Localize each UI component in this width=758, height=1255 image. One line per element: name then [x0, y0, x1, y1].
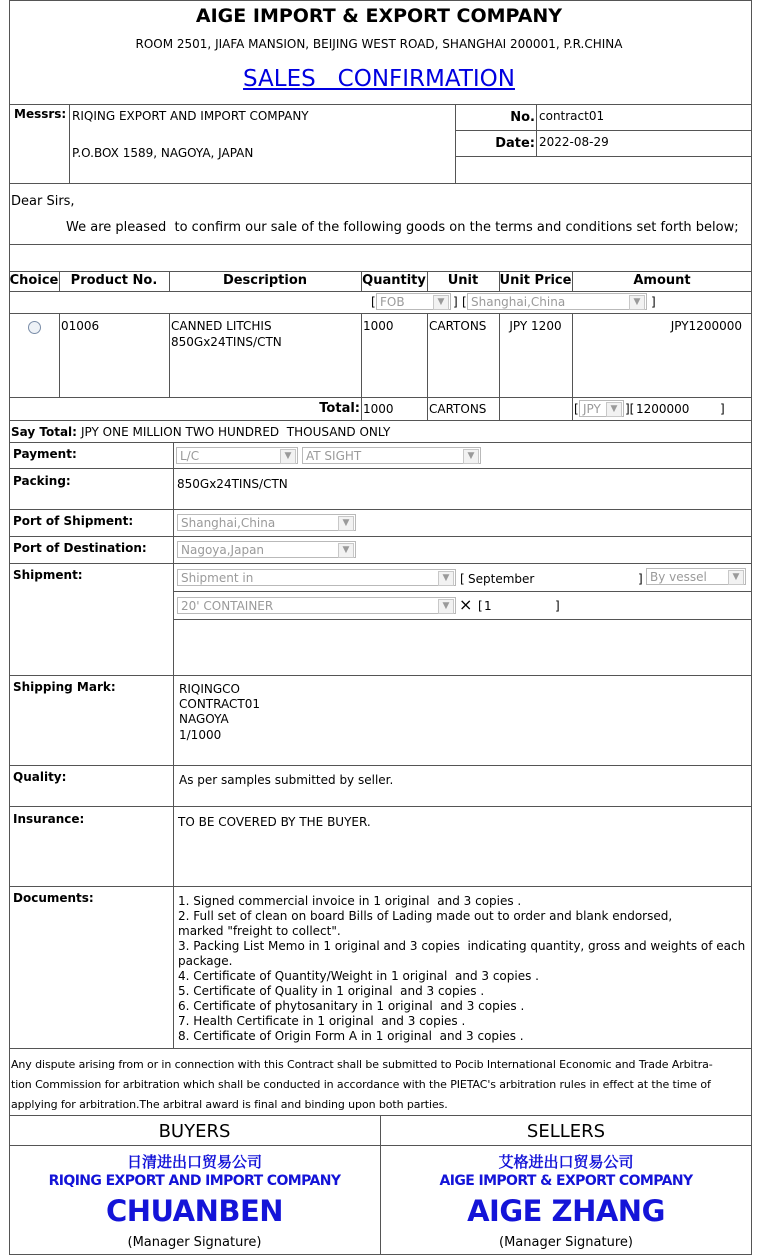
shipping-mark-line: 1/1000 — [179, 728, 222, 742]
payment-term-value: AT SIGHT — [306, 449, 362, 463]
bracket-open: [ — [462, 295, 467, 309]
quantity: 1000 — [363, 319, 394, 333]
shipping-mark-line: NAGOYA — [179, 712, 229, 726]
port-of-destination-label: Port of Destination: — [13, 541, 147, 555]
container-count: 1 — [484, 599, 492, 613]
bracket-close: ] — [453, 295, 458, 309]
arbitration-line: tion Commission for arbitration which shall be conducted in accordance with the PIETAC's arbitration rules in effect at the time of — [11, 1078, 711, 1091]
quality-label: Quality: — [13, 770, 67, 784]
bracket-close: ] — [651, 295, 656, 309]
total-quantity: 1000 — [363, 402, 394, 416]
documents-label: Documents: — [13, 891, 94, 905]
buyer-stamp-en: RIQING EXPORT AND IMPORT COMPANY — [48, 1173, 341, 1189]
shipment-mode-select[interactable] — [646, 568, 746, 585]
buyer-signature: CHUANBEN — [105, 1194, 284, 1228]
documents-line: package. — [178, 954, 233, 968]
bracket-split: ][ — [625, 402, 635, 416]
col-amount: Amount — [633, 273, 691, 288]
col-product-no: Product No. — [70, 273, 158, 288]
arbitration-line: Any dispute arising from or in connection with this Contract shall be submitted to Pocib International Economic and Trade Arbitra- — [11, 1058, 713, 1071]
payment-label: Payment: — [13, 447, 77, 461]
total-currency-value: JPY — [583, 402, 601, 416]
chevron-down-icon: ▼ — [338, 543, 354, 558]
shipment-timing-select[interactable] — [177, 569, 456, 586]
packing-value: 850Gx24TINS/CTN — [177, 477, 288, 491]
documents-line: 3. Packing List Memo in 1 original and 3 copies indicating quantity, gross and weights of each — [178, 939, 746, 953]
chevron-down-icon: ▼ — [433, 295, 449, 310]
col-description: Description — [222, 273, 308, 288]
col-unit-price: Unit Price — [499, 273, 572, 288]
col-choice: Choice — [9, 273, 59, 288]
insurance-value: TO BE COVERED BY THE BUYER. — [178, 815, 371, 829]
contract-no-value: contract01 — [539, 109, 605, 123]
say-total-label: Say Total: — [11, 425, 77, 439]
documents-line: marked "freight to collect". — [178, 924, 341, 938]
trade-term-value: FOB — [380, 295, 405, 309]
bracket-open: [ — [574, 402, 579, 416]
payment-method-select[interactable] — [176, 447, 298, 464]
total-currency-select[interactable] — [579, 400, 624, 417]
shipment-label: Shipment: — [13, 568, 83, 582]
trade-port-value: Shanghai,China — [471, 295, 566, 309]
port-of-destination-value: Nagoya,Japan — [181, 543, 265, 557]
chevron-down-icon: ▼ — [338, 516, 354, 531]
shipment-mode-value: By vessel — [650, 570, 707, 584]
description-line-2: 850Gx24TINS/CTN — [171, 335, 282, 349]
row-select-radio[interactable] — [28, 321, 41, 334]
buyer-company-name: RIQING EXPORT AND IMPORT COMPANY — [72, 109, 309, 123]
port-of-destination-select[interactable] — [177, 541, 356, 558]
packing-label: Packing: — [13, 474, 71, 488]
unit: CARTONS — [429, 319, 487, 333]
chevron-down-icon: ▼ — [463, 449, 479, 464]
contract-date-value: 2022-08-29 — [539, 135, 609, 149]
insurance-label: Insurance: — [13, 812, 85, 826]
greeting-body: We are pleased to confirm our sale of the following goods on the terms and conditions set forth below; — [66, 220, 739, 235]
chevron-down-icon: ▼ — [629, 295, 645, 310]
documents-line: 5. Certificate of Quality in 1 original and 3 copies . — [178, 984, 485, 998]
shipping-mark-line: CONTRACT01 — [179, 697, 260, 711]
documents-line: 6. Certificate of phytosanitary in 1 original and 3 copies . — [178, 999, 525, 1013]
contract-no-label: No. — [510, 110, 535, 125]
payment-method-value: L/C — [180, 449, 200, 463]
shipping-mark-label: Shipping Mark: — [13, 680, 116, 694]
arbitration-line: applying for arbitration.The arbitral award is final and binding upon both parties. — [11, 1098, 448, 1111]
payment-term-select[interactable] — [302, 447, 481, 464]
buyer-stamp-cn: 日清进出口贸易公司 — [126, 1153, 262, 1171]
chevron-down-icon: ▼ — [438, 599, 454, 614]
seller-signature-caption: (Manager Signature) — [499, 1235, 633, 1250]
seller-stamp-cn: 艾格进出口贸易公司 — [498, 1153, 634, 1171]
bracket-open: [ — [371, 295, 376, 309]
buyer-address: P.O.BOX 1589, NAGOYA, JAPAN — [72, 146, 254, 160]
buyer-signature-caption: (Manager Signature) — [127, 1235, 262, 1250]
salutation: Dear Sirs, — [11, 194, 75, 209]
chevron-down-icon: ▼ — [438, 571, 454, 586]
contract-date-label: Date: — [495, 136, 535, 151]
documents-line: 7. Health Certificate in 1 original and 3 copies . — [178, 1014, 466, 1028]
description-line-1: CANNED LITCHIS — [171, 319, 272, 333]
product-no: 01006 — [61, 319, 100, 333]
chevron-down-icon: ▼ — [280, 449, 296, 464]
total-amount: 1200000 — [636, 402, 690, 416]
shipment-timing-value: Shipment in — [181, 571, 254, 585]
seller-signature: AIGE ZHANG — [467, 1194, 665, 1228]
unit-price: JPY 1200 — [509, 319, 562, 333]
port-of-shipment-select[interactable] — [177, 514, 356, 531]
bracket-open: [ — [478, 599, 483, 613]
documents-line: 2. Full set of clean on board Bills of Lading made out to order and blank endorsed, — [178, 909, 673, 923]
seller-stamp-en: AIGE IMPORT & EXPORT COMPANY — [439, 1173, 693, 1189]
bracket-close: ] — [555, 599, 560, 613]
documents-line: 1. Signed commercial invoice in 1 original and 3 copies . — [178, 894, 522, 908]
container-type-value: 20' CONTAINER — [181, 599, 274, 613]
shipment-month: September — [468, 572, 535, 586]
quality-value: As per samples submitted by seller. — [179, 773, 394, 787]
buyers-heading: BUYERS — [158, 1121, 231, 1142]
total-label: Total: — [319, 401, 360, 416]
col-quantity: Quantity — [362, 273, 426, 288]
trade-port-select[interactable] — [467, 293, 647, 310]
amount: JPY1200000 — [670, 319, 742, 333]
bracket-close: ] — [638, 572, 643, 586]
bracket-open: [ — [460, 572, 465, 586]
shipping-mark-line: RIQINGCO — [179, 682, 240, 696]
times-icon: × — [459, 595, 473, 614]
document-title: SALES CONFIRMATION — [243, 66, 515, 92]
bracket-close: ] — [720, 402, 725, 416]
total-unit: CARTONS — [429, 402, 487, 416]
port-of-shipment-value: Shanghai,China — [181, 516, 276, 530]
documents-line: 8. Certificate of Origin Form A in 1 original and 3 copies . — [178, 1029, 524, 1043]
sellers-heading: SELLERS — [526, 1121, 606, 1142]
col-unit: Unit — [447, 273, 479, 288]
chevron-down-icon: ▼ — [606, 402, 622, 417]
company-address: ROOM 2501, JIAFA MANSION, BEIJING WEST ROAD, SHANGHAI 200001, P.R.CHINA — [135, 37, 623, 51]
port-of-shipment-label: Port of Shipment: — [13, 514, 134, 528]
company-name: AIGE IMPORT & EXPORT COMPANY — [195, 5, 563, 27]
say-total-value: JPY ONE MILLION TWO HUNDRED THOUSAND ONLY — [81, 425, 391, 439]
trade-term-select[interactable] — [376, 293, 451, 310]
container-type-select[interactable] — [177, 597, 456, 614]
messrs-label: Messrs: — [14, 107, 67, 121]
chevron-down-icon: ▼ — [728, 570, 744, 585]
documents-line: 4. Certificate of Quantity/Weight in 1 original and 3 copies . — [178, 969, 539, 983]
